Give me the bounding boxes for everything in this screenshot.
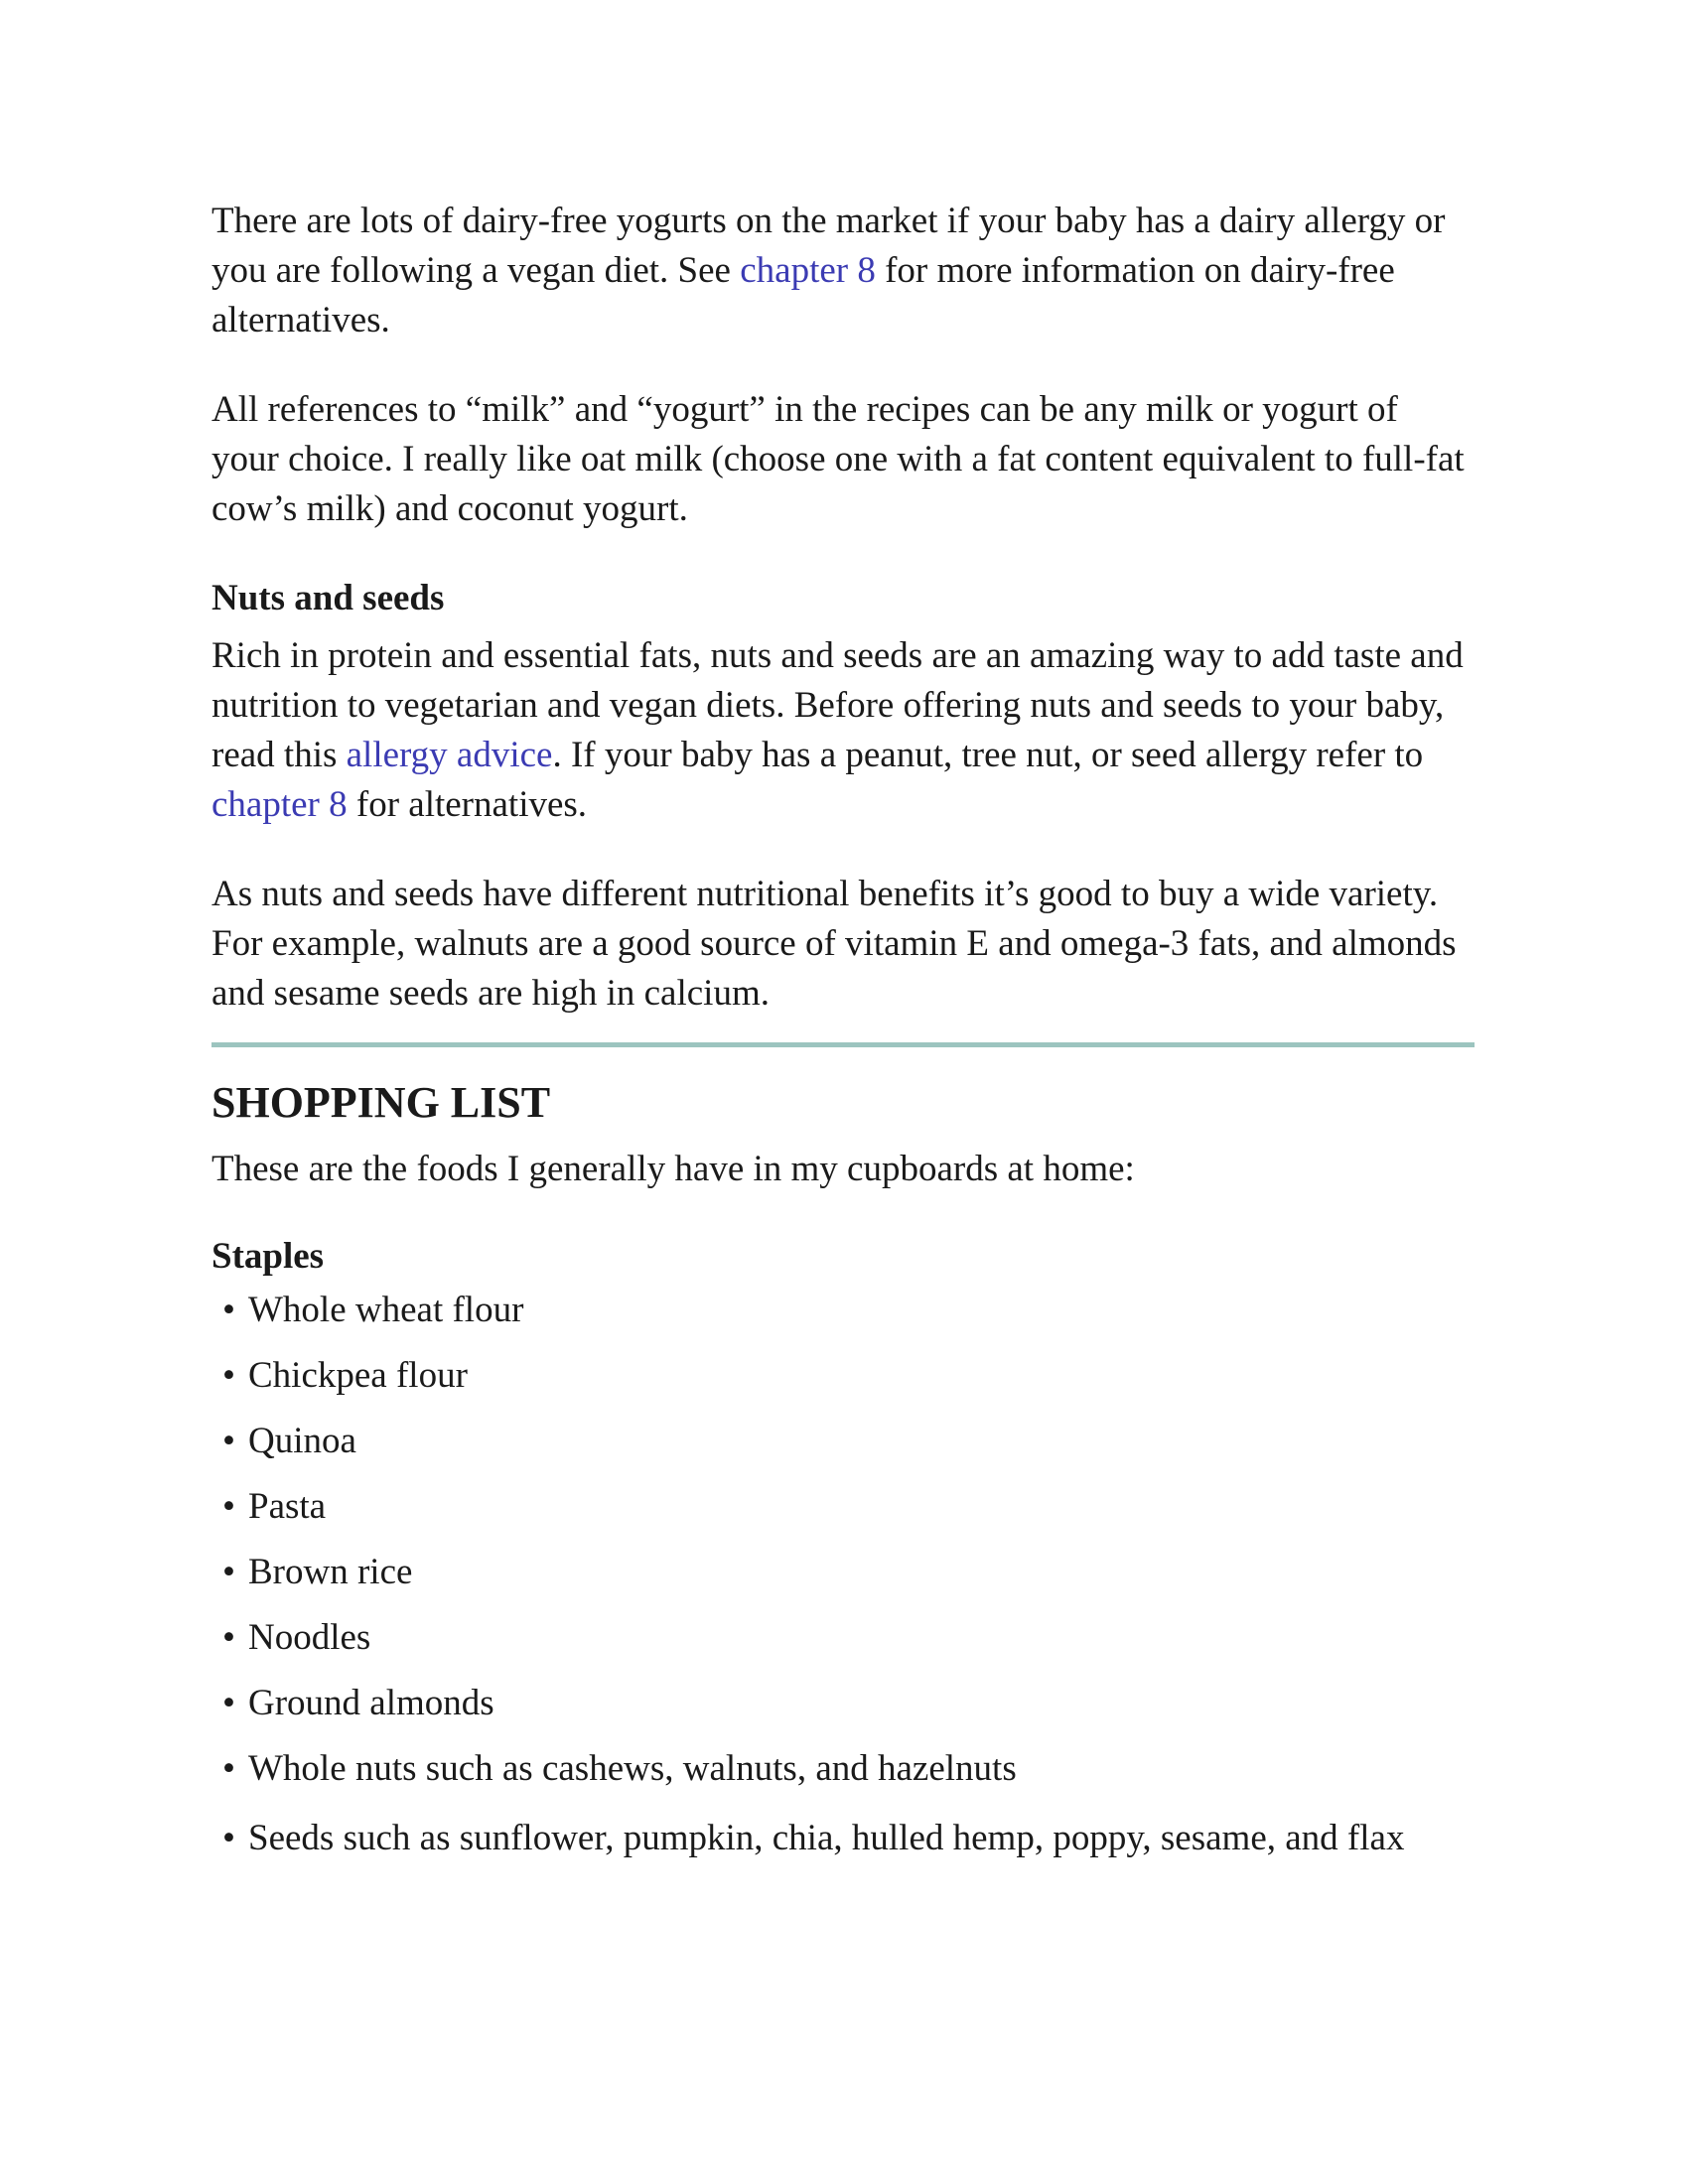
- bullet-icon: •: [222, 1617, 235, 1658]
- bullet-icon: •: [222, 1290, 235, 1330]
- list-item-label: Pasta: [248, 1486, 327, 1527]
- list-item-label: Whole nuts such as cashews, walnuts, and hazelnuts: [248, 1748, 1017, 1789]
- shopping-list-heading: SHOPPING LIST: [211, 1078, 551, 1127]
- allergy-advice-link[interactable]: allergy advice: [346, 735, 553, 775]
- bullet-icon: •: [222, 1683, 235, 1723]
- list-item: [211, 1548, 1473, 1597]
- bullet-icon: •: [222, 1552, 235, 1592]
- staples-heading: Staples: [211, 1236, 325, 1277]
- list-item-label: Ground almonds: [248, 1683, 494, 1723]
- list-item-label: Noodles: [248, 1617, 371, 1658]
- page-content: [211, 197, 1473, 1883]
- list-item: [211, 1810, 1473, 1867]
- bullet-icon: •: [222, 1421, 235, 1461]
- list-item: [211, 1613, 1473, 1663]
- list-item-label: Chickpea flour: [248, 1355, 468, 1396]
- chapter-8-link[interactable]: chapter 8: [211, 784, 348, 825]
- bullet-icon: •: [222, 1486, 235, 1527]
- list-item: [211, 1679, 1473, 1728]
- paragraph-text: for more information on dairy-free alternatives.: [211, 250, 1395, 341]
- paragraph-nutritional-benefits: As nuts and seeds have different nutritional benefits it’s good to buy a wide variety. For example, walnuts are a good source of vitamin E and omega-3 fats, and almonds and sesame seeds are high in calcium.: [211, 874, 1457, 1014]
- list-item: [211, 1286, 1473, 1335]
- bullet-icon: •: [222, 1355, 235, 1396]
- paragraph-text: . If your baby has a peanut, tree nut, or seed allergy refer to: [552, 735, 1424, 775]
- paragraph-nuts-seeds: [211, 631, 1473, 830]
- bullet-icon: •: [222, 1748, 235, 1789]
- list-item: [211, 1482, 1473, 1532]
- paragraph-text: for alternatives.: [347, 784, 588, 825]
- paragraph-text: Rich in protein and essential fats, nuts and seeds are an amazing way to add taste and nutrition to vegetarian and vegan diets. Before offering nuts and seeds to your baby, read this: [211, 635, 1464, 775]
- paragraph-text: There are lots of dairy-free yogurts on the market if your baby has a dairy allergy or you are following a vegan diet. See: [211, 201, 1446, 291]
- list-item-label: Brown rice: [248, 1552, 413, 1592]
- list-item-label: Seeds such as sunflower, pumpkin, chia, hulled hemp, poppy, sesame, and flax: [248, 1818, 1405, 1858]
- list-item-label: Whole wheat flour: [248, 1290, 524, 1330]
- chapter-8-link[interactable]: chapter 8: [740, 250, 876, 291]
- section-divider: [211, 1042, 1475, 1047]
- paragraph-milk-yogurt: All references to “milk” and “yogurt” in the recipes can be any milk or yogurt of your choice. I really like oat milk (choose one with a fat content equivalent to full-fat cow’s milk) and coconut yogurt.: [211, 389, 1465, 529]
- nuts-seeds-heading: Nuts and seeds: [211, 578, 445, 618]
- list-item: [211, 1417, 1473, 1466]
- staples-list: [211, 1286, 1473, 1867]
- list-item: [211, 1351, 1473, 1401]
- bullet-icon: •: [222, 1818, 235, 1858]
- list-item-label: Quinoa: [248, 1421, 356, 1461]
- paragraph-dairy-free: [211, 197, 1473, 345]
- shopping-intro: These are the foods I generally have in my cupboards at home:: [211, 1149, 1135, 1189]
- list-item: [211, 1744, 1473, 1794]
